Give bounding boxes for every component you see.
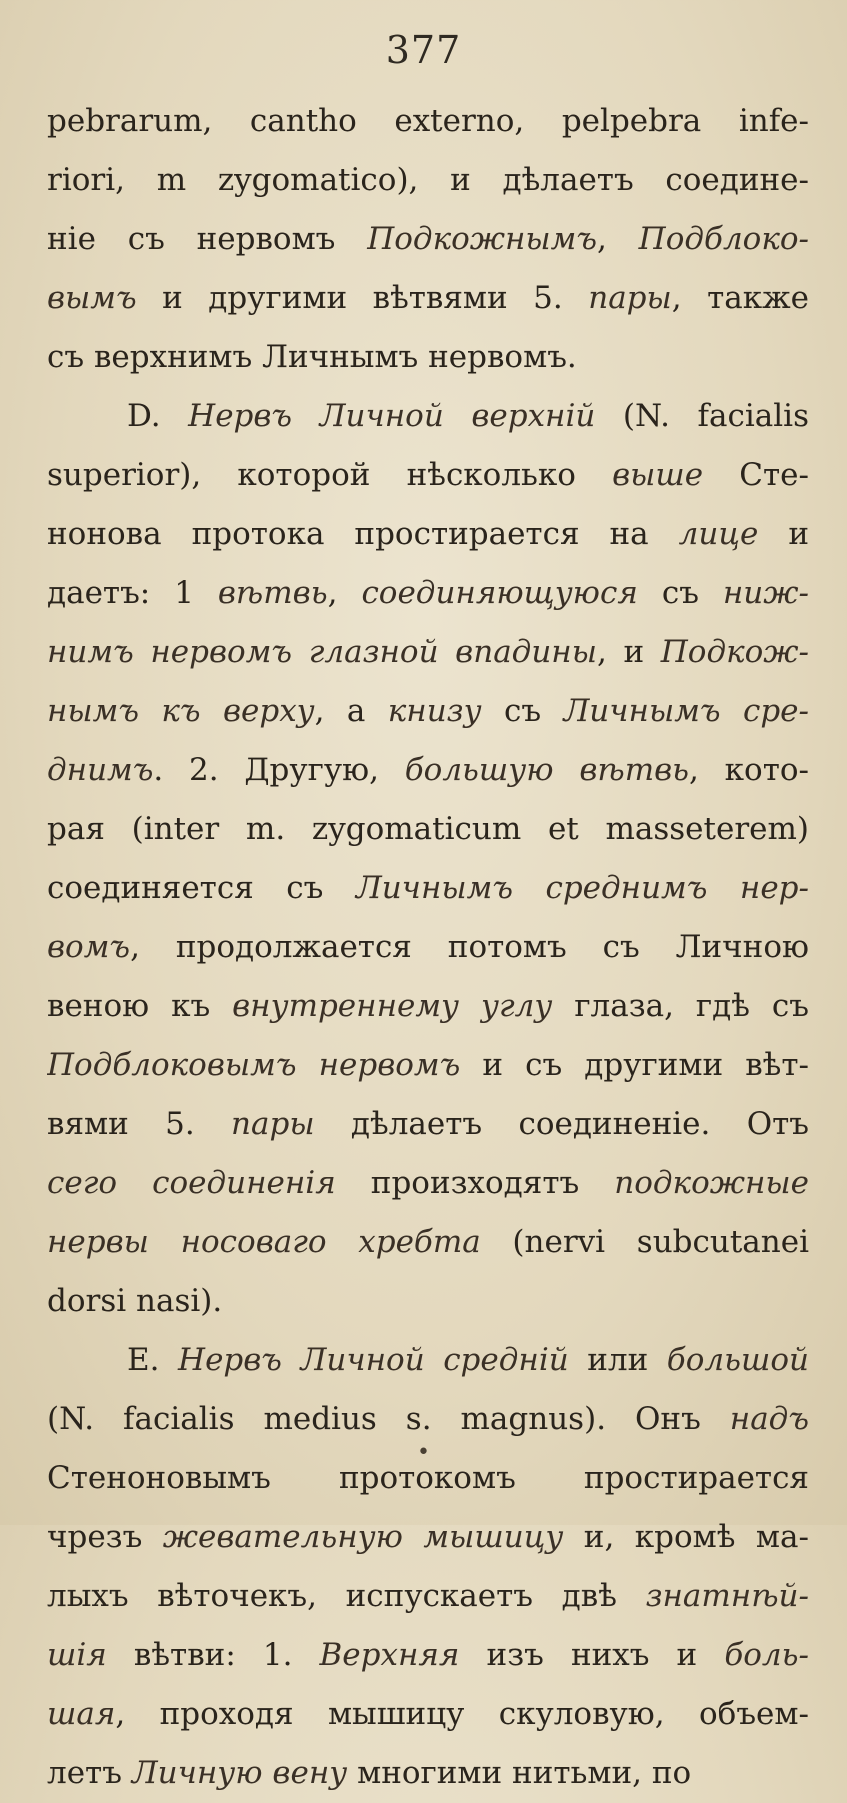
italic-term: пары: [588, 280, 672, 316]
italic-term: пары: [231, 1106, 315, 1142]
text-run: глаза, гдѣ съ: [552, 988, 809, 1024]
text-line: [47, 1331, 809, 1390]
page-ornament: •: [417, 1440, 430, 1465]
text-run: , кото-: [689, 752, 809, 788]
text-run: съ верхнимъ Личнымъ нервомъ.: [47, 339, 577, 375]
italic-term: Подкож-: [660, 634, 809, 670]
italic-term: днимъ: [47, 752, 154, 788]
text-run: соединяется съ: [47, 870, 356, 906]
text-run: даетъ: 1: [47, 575, 218, 611]
text-run: и: [758, 516, 809, 552]
text-line: [47, 1744, 809, 1803]
text-line: [47, 682, 809, 741]
text-run: дѣлаетъ соединеніе. Отъ: [314, 1106, 809, 1142]
text-line: [47, 1567, 809, 1626]
text-line: [47, 1685, 809, 1744]
text-line: [47, 741, 809, 800]
text-run: и съ другими вѣт-: [460, 1047, 809, 1083]
italic-term: большой: [666, 1342, 809, 1378]
text-line: [47, 92, 809, 151]
text-line: [47, 1272, 809, 1331]
text-line: [47, 210, 809, 269]
text-run: . 2. Другую,: [153, 752, 405, 788]
text-run: E.: [127, 1342, 179, 1378]
text-line: [47, 1036, 809, 1095]
text-run: вями 5.: [47, 1106, 232, 1142]
text-run: riori, m zygomatico), и дѣлаетъ соедине-: [47, 162, 809, 198]
italic-term: вымъ: [47, 280, 137, 316]
text-run: вѣтви: 1.: [106, 1637, 320, 1673]
text-line: [47, 269, 809, 328]
text-line: [47, 1095, 809, 1154]
text-line: [47, 564, 809, 623]
text-run: и, кромѣ ма-: [563, 1519, 809, 1555]
page-number: 377: [385, 28, 462, 72]
text-run: , а: [314, 693, 388, 729]
text-line: [47, 977, 809, 1036]
italic-term: вѣтвь: [217, 575, 328, 611]
italic-term: шая: [47, 1696, 116, 1732]
text-run: , также: [671, 280, 809, 316]
text-body: [47, 92, 809, 1803]
text-run: Стеноновымъ протокомъ простирается: [47, 1460, 809, 1496]
italic-term: Подкожнымъ: [367, 221, 598, 257]
italic-term: Нервъ Личной средній: [178, 1342, 569, 1378]
text-run: и другими вѣтвями 5.: [136, 280, 589, 316]
text-run: рая (inter m. zygomaticum et masseterem): [47, 811, 809, 847]
text-run: dorsi nasi).: [47, 1283, 223, 1319]
italic-term: Подблоко-: [638, 221, 809, 257]
italic-term: подкожные: [614, 1165, 809, 1201]
text-line: [47, 446, 809, 505]
text-run: Сте-: [703, 457, 809, 493]
italic-term: Личную вену: [131, 1755, 348, 1791]
italic-term: сего соединенія: [47, 1165, 336, 1201]
text-line: [47, 623, 809, 682]
italic-term: вомъ: [47, 929, 131, 965]
italic-term: жевательную мышицу: [162, 1519, 564, 1555]
text-run: (nervi subcutanei: [480, 1224, 809, 1260]
text-line: [47, 505, 809, 564]
text-line: [47, 918, 809, 977]
text-run: ,: [327, 575, 362, 611]
italic-term: надъ: [729, 1401, 809, 1437]
text-line: [47, 1508, 809, 1567]
text-line: [47, 1213, 809, 1272]
text-line: [47, 800, 809, 859]
text-run: веною къ: [47, 988, 233, 1024]
italic-term: выше: [612, 457, 704, 493]
italic-term: знатнѣй-: [645, 1578, 809, 1614]
text-run: лыхъ вѣточекъ, испускаетъ двѣ: [47, 1578, 646, 1614]
italic-term: нимъ нервомъ глазной впадины: [47, 634, 597, 670]
text-run: (N. facialis: [595, 398, 809, 434]
italic-term: Нервъ Личной верхній: [188, 398, 596, 434]
text-run: , проходя мышицу скуловую, объем-: [115, 1696, 809, 1732]
italic-term: книзу: [387, 693, 482, 729]
text-run: , продолжается потомъ съ Личною: [130, 929, 809, 965]
italic-term: большую вѣтвь: [404, 752, 690, 788]
text-run: , и: [596, 634, 661, 670]
italic-term: шія: [47, 1637, 107, 1673]
text-run: многими нитьми, по: [347, 1755, 692, 1791]
italic-term: соединяющуюся: [361, 575, 638, 611]
text-line: [47, 328, 809, 387]
text-run: произходятъ: [335, 1165, 615, 1201]
text-run: или: [568, 1342, 667, 1378]
italic-term: Личнымъ среднимъ нер-: [355, 870, 809, 906]
text-run: изъ нихъ и: [459, 1637, 725, 1673]
italic-term: Подблоковымъ нервомъ: [47, 1047, 461, 1083]
text-line: [47, 151, 809, 210]
italic-term: Верхняя: [319, 1637, 460, 1673]
italic-term: внутреннему углу: [232, 988, 553, 1024]
italic-term: нымъ къ верху: [47, 693, 315, 729]
text-run: (N. facialis medius s. magnus). Онъ: [47, 1401, 730, 1437]
text-run: pebrarum, cantho externo, pelpebra infe-: [47, 103, 809, 139]
text-line: [47, 387, 809, 446]
text-run: нонова протока простирается на: [47, 516, 679, 552]
text-run: ніе съ нервомъ: [47, 221, 368, 257]
text-run: съ: [481, 693, 564, 729]
text-run: ,: [597, 221, 639, 257]
text-line: [47, 1626, 809, 1685]
italic-term: ниж-: [722, 575, 809, 611]
italic-term: лице: [678, 516, 759, 552]
italic-term: Личнымъ сре-: [563, 693, 809, 729]
text-line: [47, 1154, 809, 1213]
text-run: съ: [637, 575, 723, 611]
text-run: летъ: [47, 1755, 132, 1791]
italic-term: боль-: [724, 1637, 809, 1673]
text-run: D.: [127, 398, 189, 434]
text-line: [47, 859, 809, 918]
text-run: чрезъ: [47, 1519, 163, 1555]
italic-term: нервы носоваго хребта: [47, 1224, 481, 1260]
text-run: superior), которой нѣсколько: [47, 457, 613, 493]
